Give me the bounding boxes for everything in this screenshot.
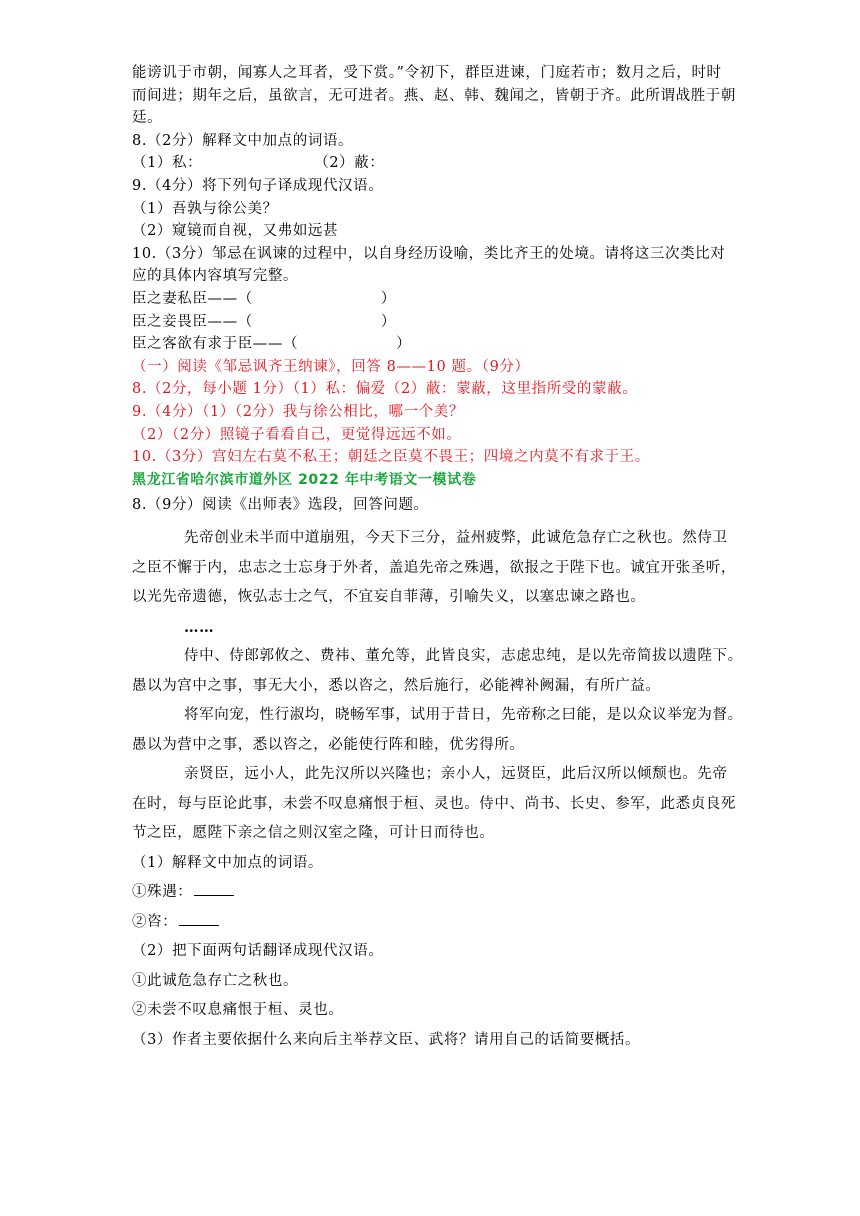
passage-line: 愚以为宫中之事，事无大小，悉以咨之，然后施行，必能裨补阙漏，有所广益。 [132, 677, 661, 694]
sub-question-2: （2）把下面两句话翻译成现代汉语。 [132, 943, 384, 960]
item-label: ①殊遇： [132, 884, 193, 901]
question-9-item-1: （1）吾孰与徐公美？ [132, 200, 278, 217]
passage-line: 将军向宠，性行淑均，晓畅军事，试用于昔日，先帝称之曰能，是以众议举宠为督。 [184, 707, 743, 724]
answer-10: 10.（3分）宫妇左右莫不私王；朝廷之臣莫不畏王；四境之内莫不有求于王。 [132, 449, 650, 466]
question-8b-stem: 8.（9分）阅读《出师表》选段，回答问题。 [132, 497, 429, 514]
sub-question-1-b [132, 908, 736, 938]
passage-line: 而间进；期年之后，虽欲言，无可进者。燕、赵、韩、魏闻之，皆朝于齐。此所谓战胜于朝 [132, 87, 736, 104]
answer-9: （2）（2分）照镜子看看自己，更觉得远远不如。 [132, 426, 462, 443]
passage-line: 能谤讥于市朝，闻寡人之耳者，受下赏。”令初下，群臣进谏，门庭若市；数月之后，时时 [132, 65, 722, 81]
question-10-row [132, 333, 736, 356]
sub-question-3: （3）作者主要依据什么来向后主举荐文臣、武将？请用自己的话简要概括。 [132, 1031, 641, 1048]
passage-line: 在时，每与臣论此事，未尝不叹息痛恨于桓、灵也。侍中、尚书、长史、参军，此悉贞良死 [132, 795, 736, 812]
passage-line: 之臣不懈于内，忠志之士忘身于外者，盖追先帝之殊遇，欲报之于陛下也。诚宜开张圣听， [132, 559, 736, 576]
passage-line: 侍中、侍郎郭攸之、费祎、董允等，此皆良实，志虑忠纯，是以先帝简拔以遗陛下。 [184, 648, 743, 665]
answer-header: （一）阅读《邹忌讽齐王纳谏》，回答 8——10 题。（9分） [132, 358, 530, 375]
ellipsis: …… [184, 618, 215, 636]
document-page [132, 62, 743, 1055]
passage-line: 节之臣，愿陛下亲之信之则汉室之隆，可计日而待也。 [132, 825, 495, 842]
passage-line: 亲贤臣，远小人，此先汉所以兴隆也；亲小人，远贤臣，此后汉所以倾颓也。先帝 [184, 766, 728, 783]
sub-question-2-b: ②未尝不叹息痛恨于桓、灵也。 [132, 1002, 344, 1019]
question-8-item-1: （1）私： [132, 155, 203, 172]
question-9-item-2: （2）窥镜而自视，又弗如远甚 [132, 223, 339, 240]
answer-9: 9.（4分）（1）（2分）我与徐公相比，哪一个美？ [132, 403, 465, 420]
close-paren: ） [396, 336, 412, 353]
row-prefix: 臣之妾畏臣——（ [132, 313, 253, 330]
section-2 [132, 493, 743, 1055]
question-10-row [132, 311, 736, 334]
passage-line: 以光先帝遗德，恢弘志士之气，不宜妄自菲薄，引喻失义，以塞忠谏之路也。 [132, 589, 646, 606]
sub-question-1: （1）解释文中加点的词语。 [132, 854, 324, 871]
question-8-item-2: （2）蔽： [314, 155, 385, 172]
answer-blank[interactable] [179, 911, 219, 926]
answer-8: 8.（2分，每小题 1分）（1）私：偏爱（2）蔽：蒙蔽，这里指所受的蒙蔽。 [132, 381, 638, 398]
sub-question-2-a: ①此诚危急存亡之秋也。 [132, 972, 299, 989]
sub-question-1-a [132, 878, 736, 908]
question-8-stem: 8.（2分）解释文中加点的词语。 [132, 132, 354, 149]
close-paren: ） [380, 313, 396, 330]
passage-line: 廷。 [132, 110, 163, 127]
passage-line: 先帝创业未半而中道崩殂，今天下三分，益州疲弊，此诚危急存亡之秋也。然侍卫 [184, 530, 728, 547]
question-10-stem: 10.（3分）邹忌在讽谏的过程中，以自身经历设喻，类比齐王的处境。请将这三次类比对 [132, 245, 726, 262]
section-title: 黑龙江省哈尔滨市道外区 2022 年中考语文一模试卷 [132, 471, 477, 488]
item-label: ②咨： [132, 913, 178, 930]
row-prefix: 臣之妻私臣——（ [132, 290, 253, 307]
question-10-row [132, 288, 736, 311]
passage-line: 愚以为营中之事，悉以咨之，必能使行阵和睦，优劣得所。 [132, 736, 525, 753]
question-9-stem: 9.（4分）将下列句子译成现代汉语。 [132, 177, 384, 194]
question-10-stem: 应的具体内容填写完整。 [132, 268, 299, 285]
row-prefix: 臣之客欲有求于臣——（ [132, 336, 299, 353]
answer-blank[interactable] [194, 881, 234, 896]
close-paren: ） [380, 290, 396, 307]
question-8-items [132, 152, 736, 175]
